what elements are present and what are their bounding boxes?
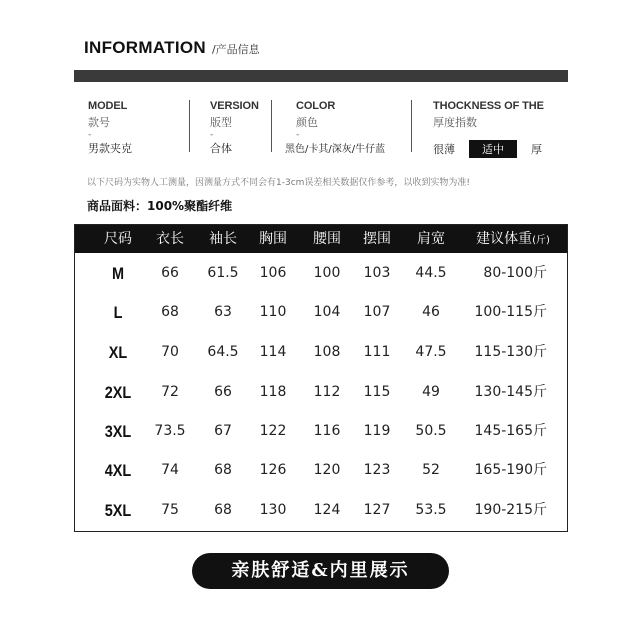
table-cell: 124 (313, 502, 341, 518)
table-cell: 46 (422, 304, 440, 320)
size-label: 3XL (104, 422, 132, 441)
table-cell: 145-165斤 (474, 423, 547, 439)
attr-model-dash: - (88, 130, 92, 140)
table-cell: 114 (259, 344, 287, 360)
attr-thickness-cn: 厚度指数 (433, 116, 477, 129)
table-cell: 116 (313, 423, 341, 439)
table-row (75, 491, 567, 530)
table-cell: 100 (313, 265, 341, 281)
size-label: XL (108, 343, 128, 362)
table-cell: 130-145斤 (474, 384, 547, 400)
table-cell: 49 (422, 384, 440, 400)
table-cell: 190-215斤 (474, 502, 547, 518)
table-cell: 110 (259, 304, 287, 320)
table-cell: 64.5 (207, 344, 239, 360)
attr-separator (189, 100, 190, 152)
table-cell: 106 (259, 265, 287, 281)
header-cell: 肩宽 (417, 231, 445, 247)
size-table-header (75, 225, 567, 253)
table-cell: 66 (161, 265, 179, 281)
table-cell: 67 (214, 423, 232, 439)
table-cell: 80-100斤 (483, 265, 547, 281)
attr-version-label: VERSION (210, 100, 259, 112)
table-row (75, 373, 567, 412)
measurement-note: 以下尺码为实物人工测量，因测量方式不同会有1-3cm误差相关数据仅作参考，以收到实物为准! (87, 178, 471, 188)
thickness-option-medium-selected: 适中 (469, 140, 517, 158)
table-cell: 63 (214, 304, 232, 320)
table-cell: 115-130斤 (474, 344, 547, 360)
table-row (75, 254, 567, 293)
size-label: M (111, 264, 125, 283)
header-cell: 胸围 (259, 231, 287, 247)
attr-separator (411, 100, 412, 152)
attr-version-value: 合体 (210, 142, 232, 155)
attr-color-dash: - (296, 130, 300, 140)
table-cell: 44.5 (415, 265, 447, 281)
table-cell: 130 (259, 502, 287, 518)
header-cell: 腰围 (313, 231, 341, 247)
header-cell-weight (476, 225, 550, 253)
header-cell: 摆围 (363, 231, 391, 247)
attr-color (285, 100, 385, 155)
header-divider-bar (74, 70, 568, 82)
table-row (75, 412, 567, 451)
table-cell: 111 (363, 344, 391, 360)
thickness-option-thin: 很薄 (433, 143, 455, 156)
table-cell: 108 (313, 344, 341, 360)
size-label: 4XL (104, 461, 132, 480)
table-cell: 123 (363, 462, 391, 478)
table-cell: 61.5 (207, 265, 239, 281)
thickness-option-thick: 厚 (531, 143, 542, 156)
table-cell: 120 (313, 462, 341, 478)
table-cell: 104 (313, 304, 341, 320)
table-cell: 118 (259, 384, 287, 400)
table-cell: 103 (363, 265, 391, 281)
table-row (75, 333, 567, 372)
table-cell: 68 (214, 462, 232, 478)
table-cell: 119 (363, 423, 391, 439)
fabric-info: 商品面料：100%聚酯纤维 (87, 199, 233, 213)
attr-version (210, 100, 259, 156)
table-cell: 47.5 (415, 344, 447, 360)
header-cell: 衣长 (156, 231, 184, 247)
section-title-cn: /产品信息 (211, 43, 260, 56)
table-cell: 72 (161, 384, 179, 400)
header-cell: 袖长 (209, 231, 237, 247)
attr-model (88, 100, 132, 156)
header-weight-unit: (斤) (532, 235, 550, 246)
thickness-scale (433, 140, 544, 158)
table-row (75, 293, 567, 332)
table-cell: 50.5 (415, 423, 447, 439)
attr-color-value: 黑色/卡其/深灰/牛仔蓝 (285, 144, 386, 155)
table-cell: 115 (363, 384, 391, 400)
table-row (75, 451, 567, 490)
size-label: 2XL (104, 383, 132, 402)
attr-separator (271, 100, 272, 152)
table-cell: 165-190斤 (474, 462, 547, 478)
detail-banner: 亲肤舒适&内里展示 (192, 553, 449, 589)
attr-model-value: 男款夹克 (88, 142, 132, 155)
attr-version-dash: - (210, 130, 214, 140)
table-cell: 52 (422, 462, 440, 478)
table-cell: 126 (259, 462, 287, 478)
table-cell: 68 (214, 502, 232, 518)
attr-model-cn: 款号 (88, 116, 110, 129)
section-header (84, 38, 260, 58)
attr-color-label: COLOR (296, 100, 336, 112)
table-cell: 122 (259, 423, 287, 439)
table-cell: 74 (161, 462, 179, 478)
section-title-en: INFORMATION (84, 38, 206, 57)
table-cell: 107 (363, 304, 391, 320)
table-cell: 112 (313, 384, 341, 400)
table-cell: 73.5 (154, 423, 186, 439)
attr-color-cn: 颜色 (296, 116, 318, 129)
table-cell: 53.5 (415, 502, 447, 518)
size-label: 5XL (104, 501, 132, 520)
size-table (74, 224, 568, 532)
table-cell: 75 (161, 502, 179, 518)
table-cell: 127 (363, 502, 391, 518)
table-cell: 70 (161, 344, 179, 360)
attr-version-cn: 版型 (210, 116, 232, 129)
table-cell: 68 (161, 304, 179, 320)
header-cell: 尺码 (104, 231, 132, 247)
attr-thickness-label: THOCKNESS OF THE (433, 100, 544, 112)
attr-thickness-dash (433, 131, 544, 139)
size-label: L (113, 303, 123, 322)
header-weight-label: 建议体重 (476, 231, 533, 247)
table-cell: 100-115斤 (474, 304, 547, 320)
attr-thickness (433, 100, 544, 158)
attr-model-label: MODEL (88, 100, 128, 112)
table-cell: 66 (214, 384, 232, 400)
